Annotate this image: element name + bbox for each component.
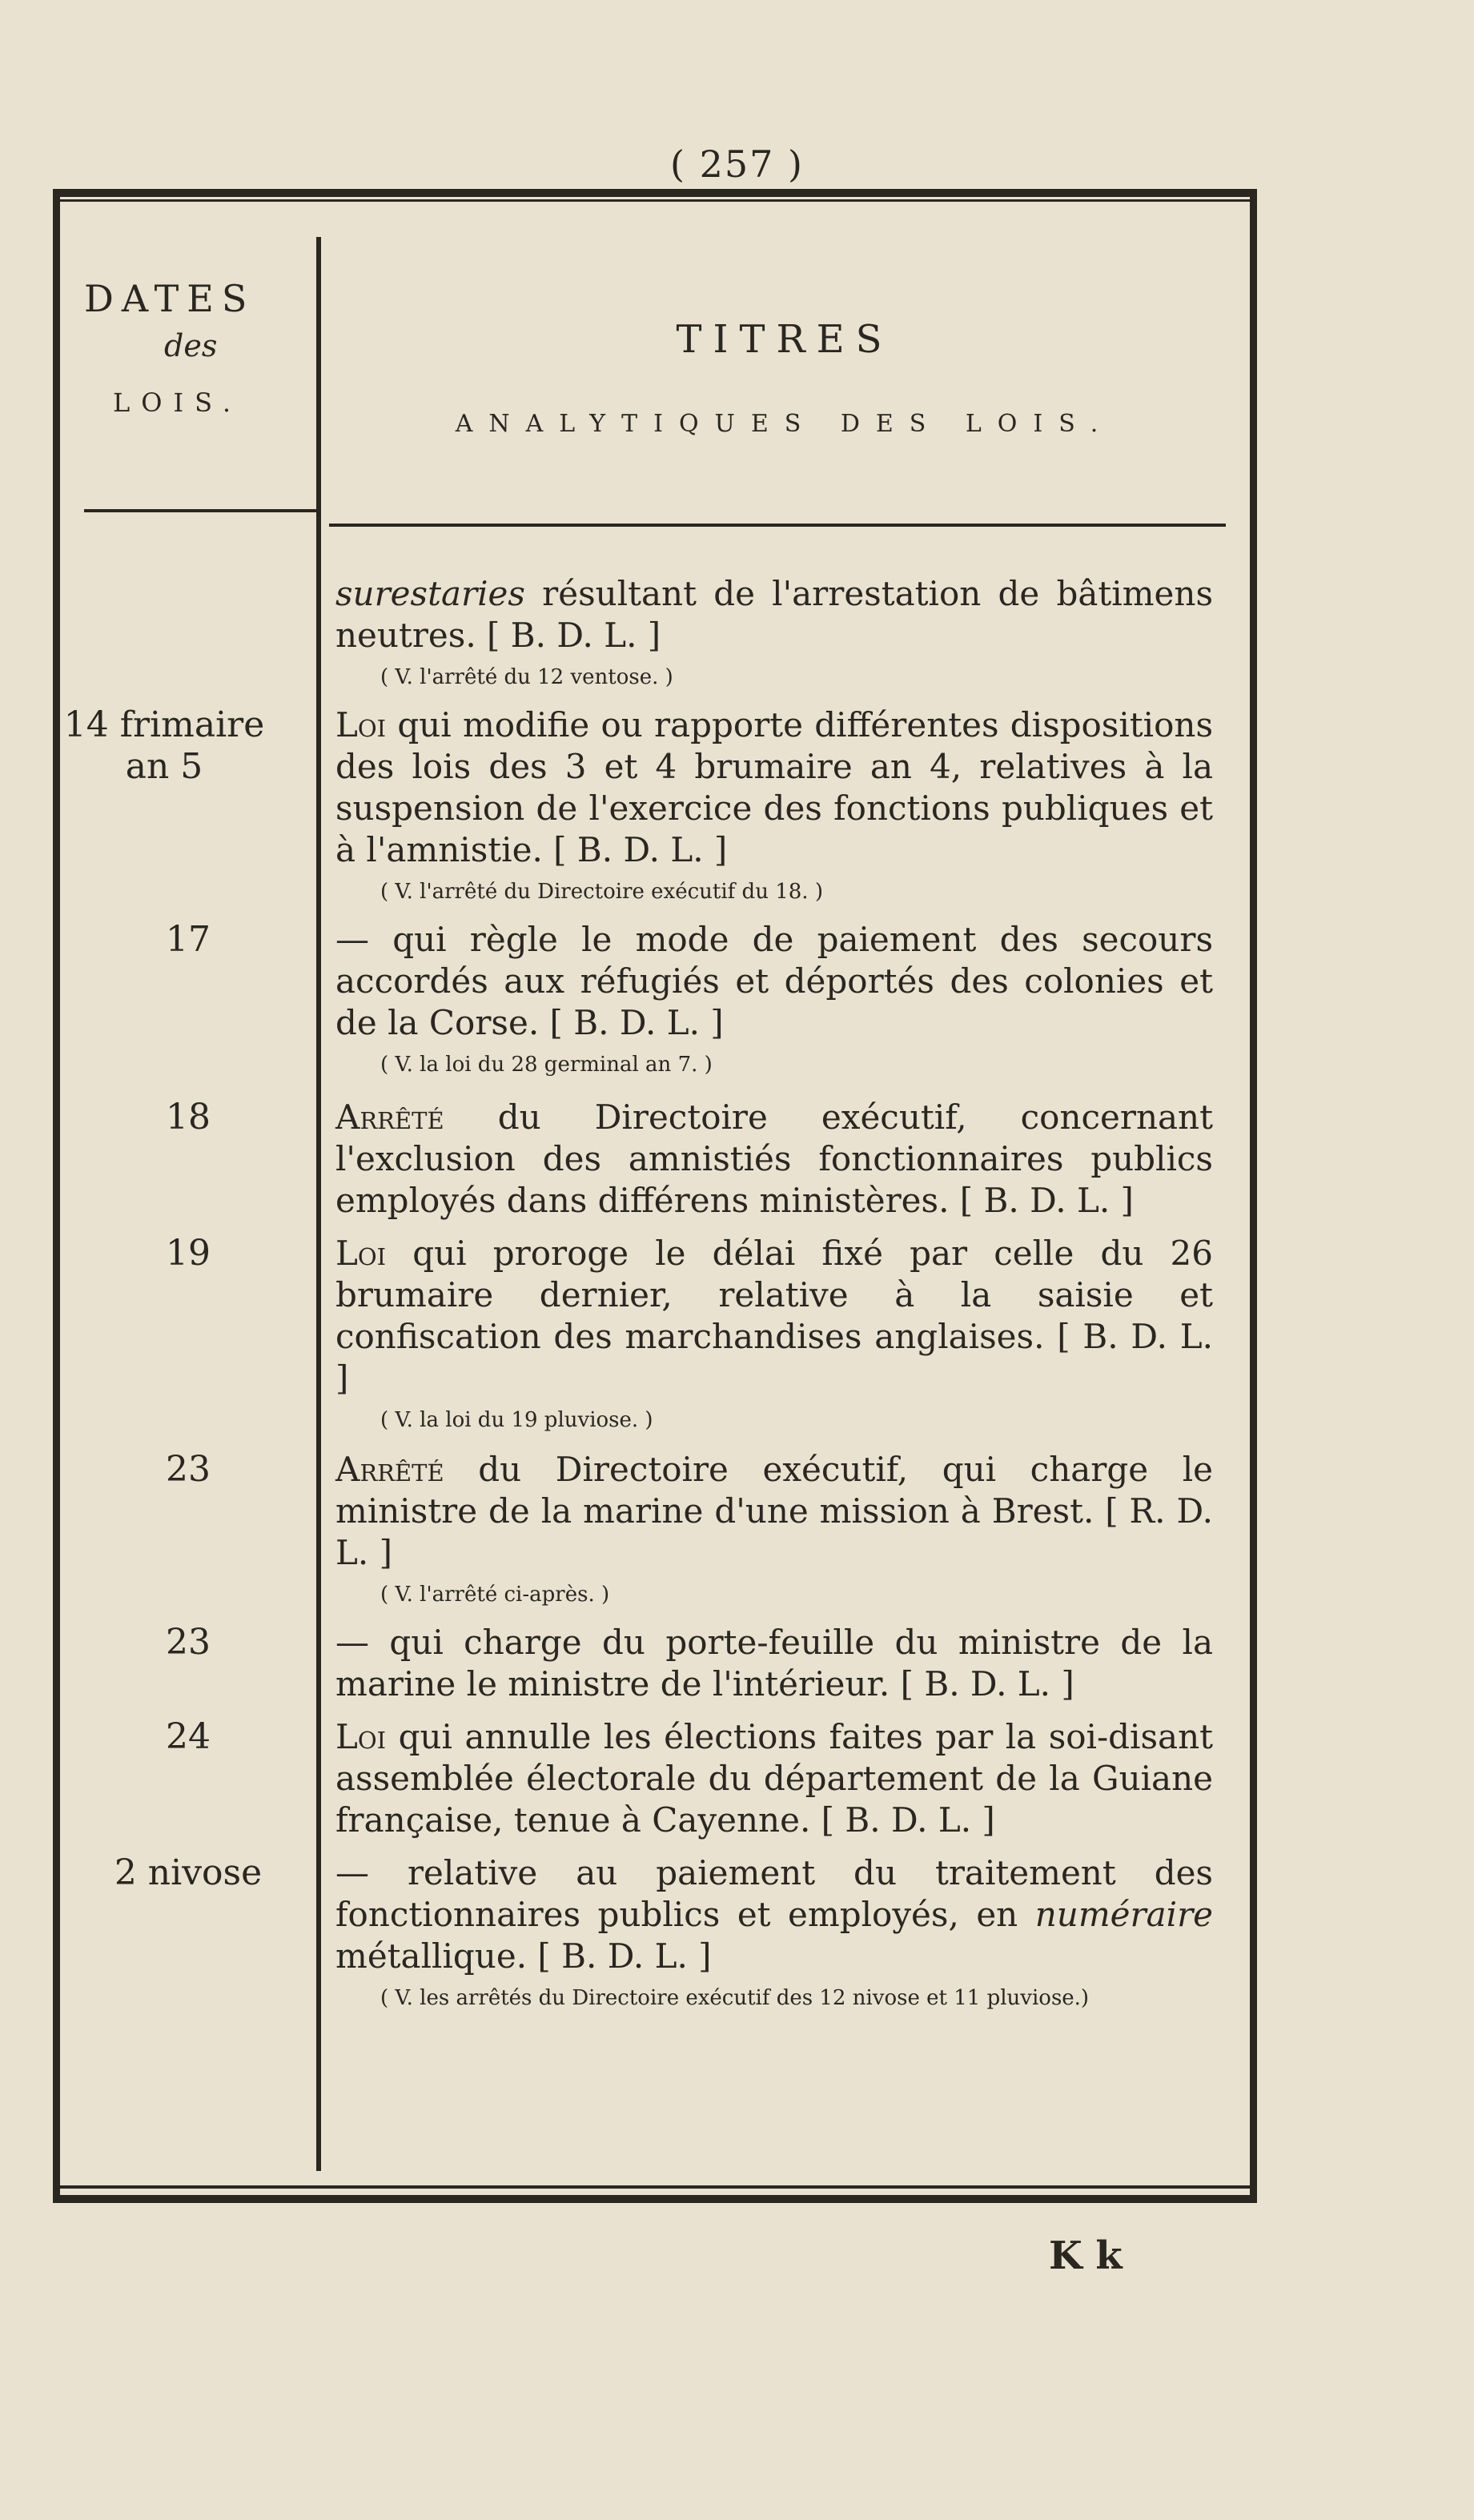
table-row [60,573,1250,693]
entry-text: qui annulle les élections faites par la soi-disant assemblée électorale du département de la Guiane française, tenue à Cayenne. [ B. D. L. ] [335,1717,1213,1840]
entry-text: — qui charge du porte-feuille du ministre de la marine le ministre de l'intérieur. [ B. D. L. ] [335,1623,1213,1703]
entry-text-part: métallique. [ B. D. L. ] [335,1936,712,1976]
table-row [60,1852,1250,2014]
entry-lead-word: Arrêté [335,1097,444,1137]
table-row [60,1233,1250,1436]
signature-mark: K k [1049,2233,1123,2278]
entry-note: ( V. les arrêtés du Directoire exécutif des 12 nivose et 11 pluviose.) [380,1986,1090,2010]
entry-text-part: résultant de l'arrestation de bâtimens neutres. [ B. D. L. ] [335,574,1213,655]
entry-text: du Directoire exécutif, qui charge le ministre de la marine d'une mission à Brest. [ R. D. L. ] [335,1450,1213,1572]
table-row [60,1622,1250,1705]
entry-title [335,919,1213,1044]
top-rule [53,189,1257,202]
titres-word: TITRES [676,317,894,362]
entry-title [335,704,1213,871]
des-word: des [164,328,218,363]
entry-date: 2 nivose [114,1852,263,1893]
entry-title [335,1852,1213,1977]
entry-date: 23 [166,1622,211,1663]
table-row [60,704,1250,908]
entries-list [60,573,1250,2014]
lois-word: LOIS. [113,387,243,418]
entry-text-part: — relative au paiement du traitement des fonctionnaires publics et employés, en [335,1853,1213,1934]
entry-date: 23 [166,1449,211,1490]
entry-date: 14 frimaire an 5 [63,704,265,787]
table-row [60,1449,1250,1611]
analytiques-line: ANALYTIQUES DES LOIS. [455,410,1115,438]
page-number: ( 257 ) [670,142,804,186]
entry-text: du Directoire exécutif, concernant l'exclusion des amnistiés fonctionnaires publics employés dans différens ministères. [ B. D. L. ] [335,1097,1213,1220]
dates-word: DATES [84,277,255,320]
entry-lead-word: Loi [335,705,387,744]
entry-date: 18 [166,1097,211,1138]
entry-title [335,573,1213,656]
table-row [60,1716,1250,1841]
entry-title [335,1716,1213,1841]
entry-date: 19 [166,1233,211,1274]
titles-column-header [332,317,1237,438]
entry-note: ( V. l'arrêté du Directoire exécutif du 18. ) [380,880,823,904]
entry-title [335,1233,1213,1399]
table-row [60,1097,1250,1222]
header-rule-left [84,509,316,512]
entry-note: ( V. la loi du 19 pluviose. ) [380,1408,653,1432]
entry-lead-word: Loi [335,1234,387,1273]
header-rule-right [329,524,1226,527]
entry-title [335,1097,1213,1222]
entry-lead-word: Loi [335,1717,387,1756]
entry-text: qui modifie ou rapporte différentes dispositions des lois des 3 et 4 brumaire an 4, relatives à la suspension de l'exercice des fonctions publiques et à l'amnistie. [ B. D. L. ] [335,705,1213,869]
entry-text: — qui règle le mode de paiement des secours accordés aux réfugiés et déportés des colonies et de la Corse. [ B. D. L. ] [335,920,1213,1042]
entry-lead-word: Arrêté [335,1450,444,1489]
entry-date: 24 [166,1716,211,1757]
entry-note: ( V. l'arrêté du 12 ventose. ) [380,665,673,689]
entry-text-part: surestaries [335,574,525,613]
entry-text: qui proroge le délai fixé par celle du 26 brumaire dernier, relative à la saisie et confiscation des marchandises anglaises. [ B. D. L. ] [335,1234,1213,1398]
bottom-rule [53,2185,1257,2203]
dates-column-header [84,277,324,418]
table-row [60,919,1250,1081]
entry-note: ( V. la loi du 28 germinal an 7. ) [380,1053,713,1077]
entry-text-part: numéraire [1034,1895,1213,1934]
table-frame [53,189,1257,2203]
entry-note: ( V. l'arrêté ci-après. ) [380,1583,610,1607]
entry-title [335,1449,1213,1574]
entry-date: 17 [166,919,211,960]
entry-title [335,1622,1213,1705]
